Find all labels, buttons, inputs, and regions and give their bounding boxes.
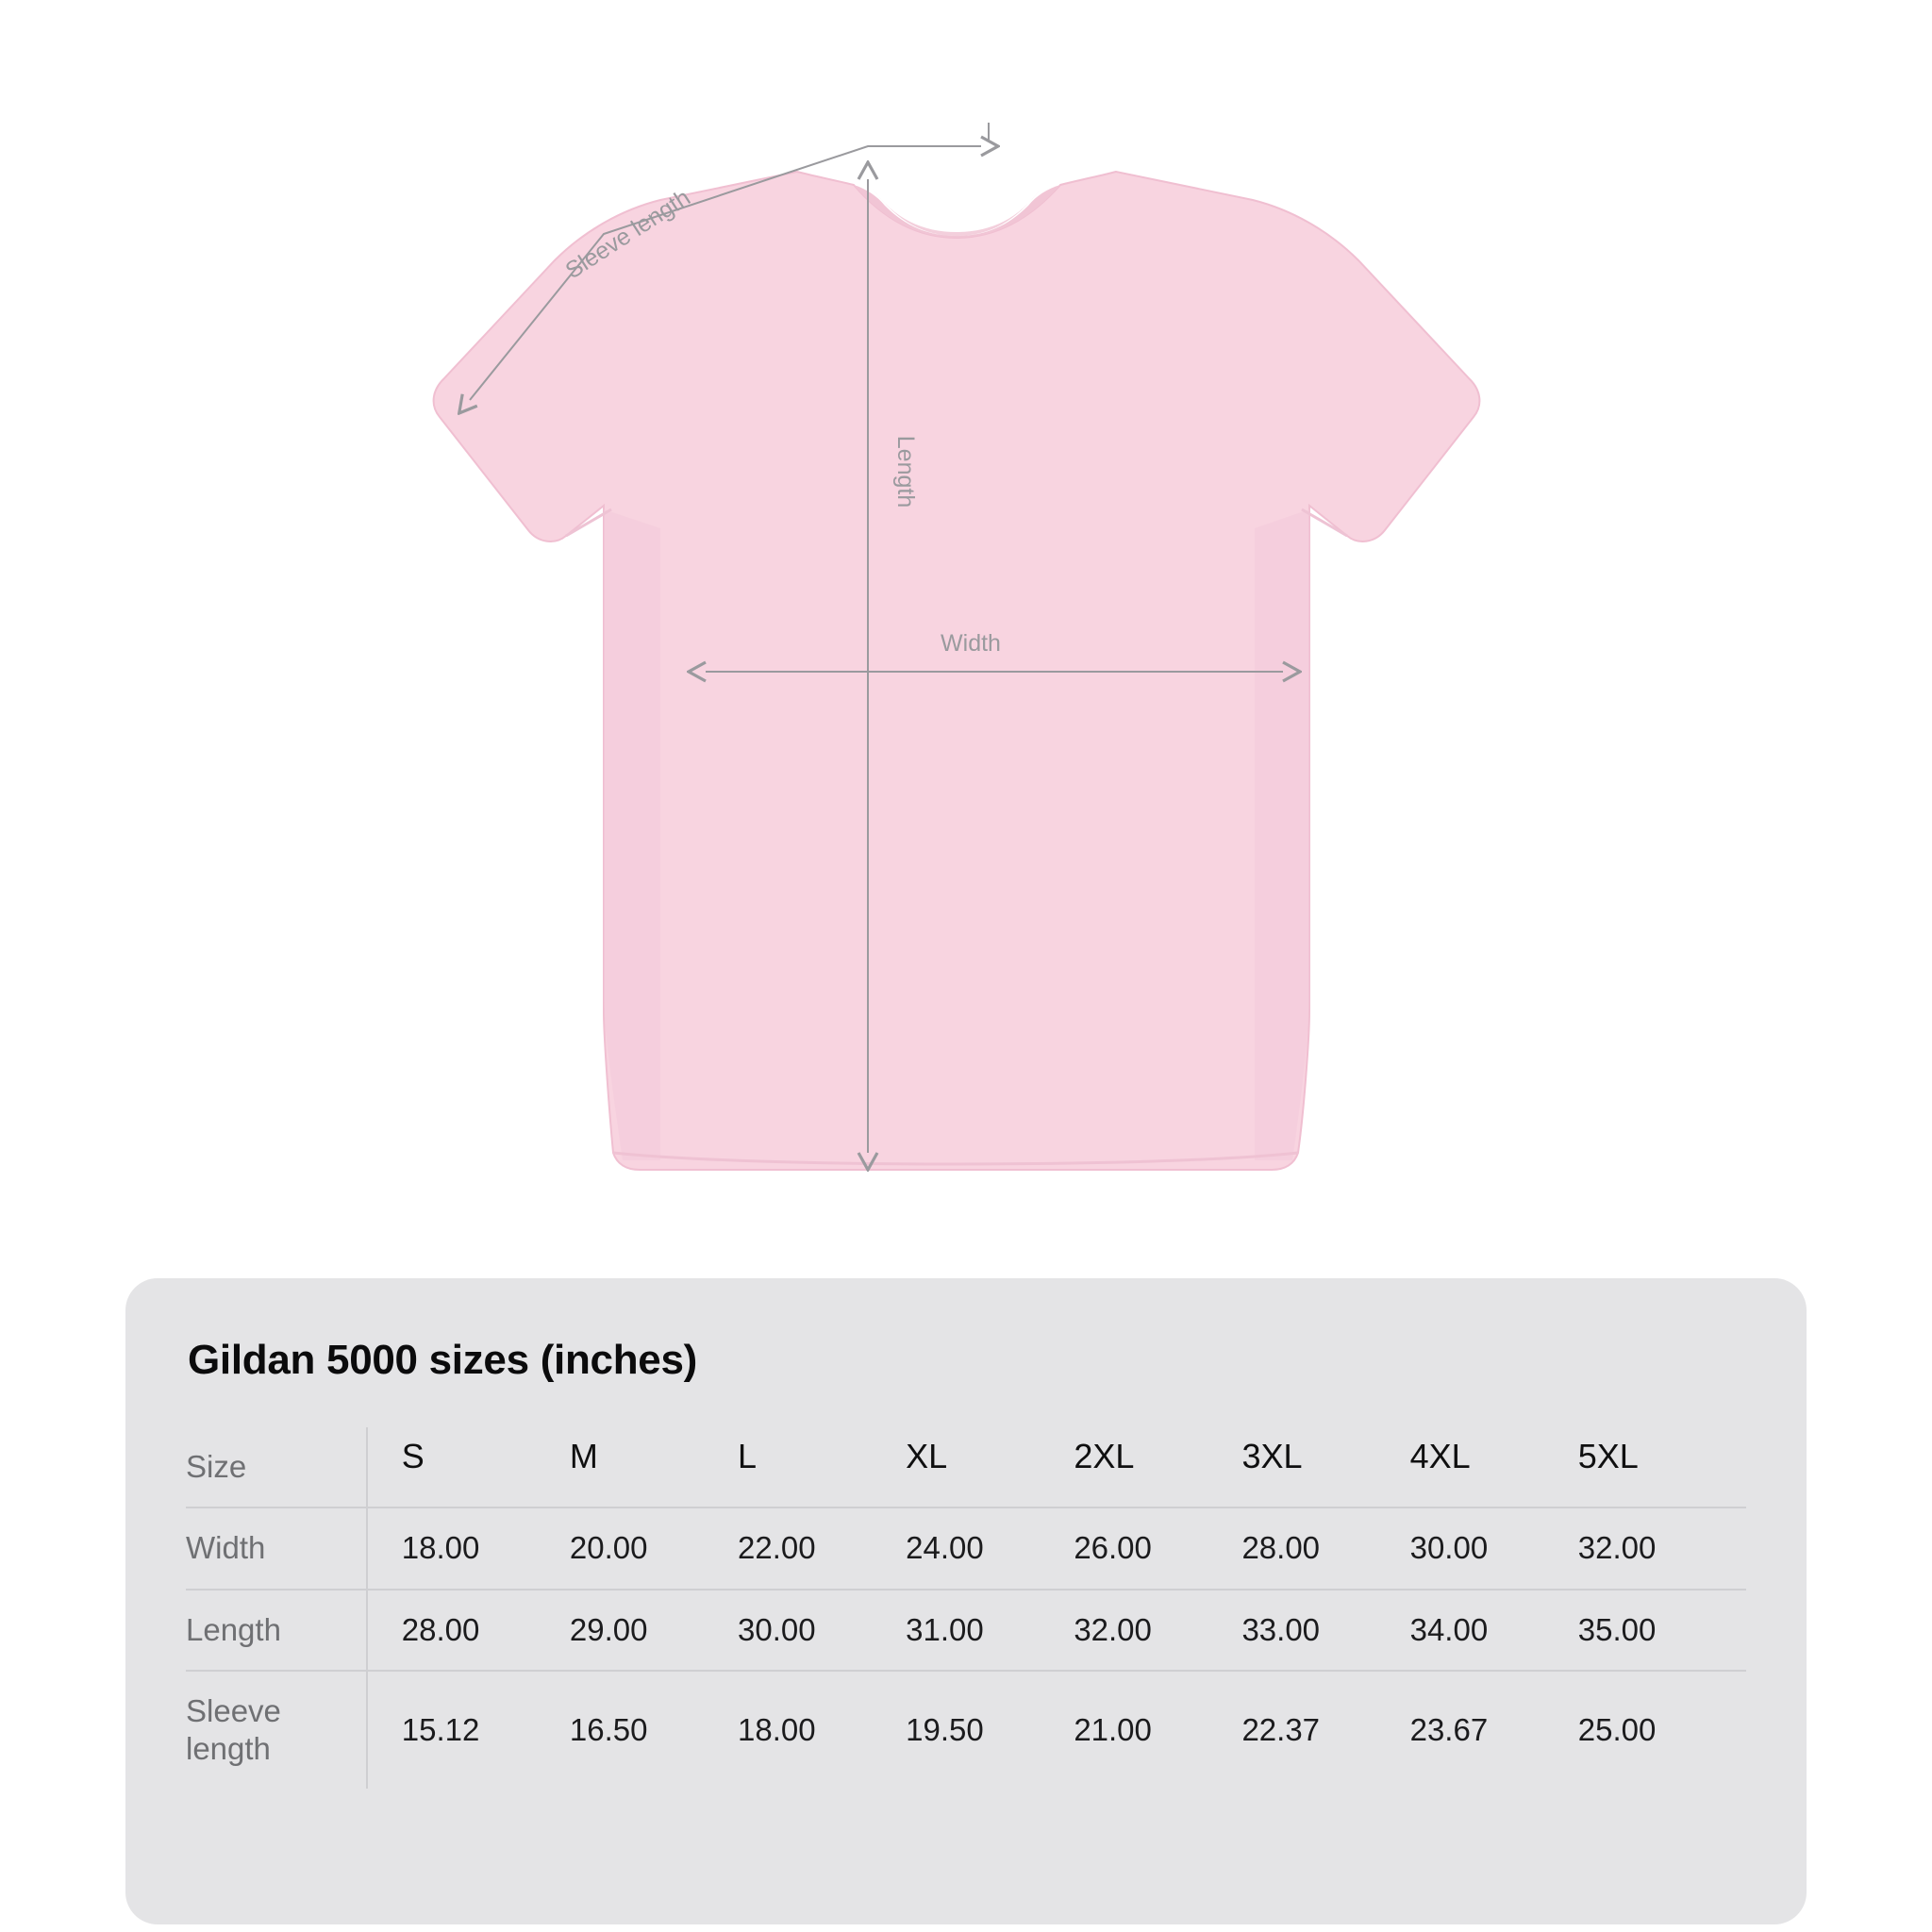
header-size-2xl: 2XL (1074, 1427, 1241, 1507)
length-l: 30.00 (738, 1590, 906, 1671)
sleeve-l: 18.00 (738, 1712, 816, 1747)
header-size-m: M (570, 1427, 738, 1507)
width-s: 18.00 (367, 1507, 570, 1589)
width-m: 20.00 (570, 1507, 738, 1589)
length-2xl: 32.00 (1074, 1590, 1241, 1671)
sleeve-5xl: 25.00 (1577, 1712, 1657, 1747)
table-header-row (186, 1427, 1746, 1507)
width-l: 22.00 (738, 1507, 906, 1589)
length-4xl: 34.00 (1410, 1590, 1578, 1671)
header-size: Size (186, 1427, 367, 1507)
header-size-4xl: 4XL (1410, 1427, 1578, 1507)
sleeve-4xl: 23.67 (1409, 1712, 1489, 1747)
size-chart-card (125, 1278, 1807, 1924)
length-s: 28.00 (367, 1590, 570, 1671)
width-xl: 24.00 (906, 1507, 1074, 1589)
header-size-l: L (738, 1427, 906, 1507)
row-label-width: Width (186, 1507, 367, 1589)
sleeve-length-label: Sleeve length (560, 184, 695, 285)
length-m: 29.00 (570, 1590, 738, 1671)
length-3xl: 33.00 (1241, 1590, 1409, 1671)
length-5xl: 35.00 (1578, 1590, 1746, 1671)
width-label: Width (941, 630, 1001, 657)
width-4xl: 30.00 (1410, 1507, 1578, 1589)
length-label: Length (892, 435, 919, 508)
header-size-s: S (367, 1427, 570, 1507)
table-row (186, 1507, 1746, 1589)
chart-title: Gildan 5000 sizes (inches) (188, 1337, 697, 1383)
header-size-3xl: 3XL (1241, 1427, 1409, 1507)
table-row (186, 1590, 1746, 1671)
table-row (186, 1671, 1746, 1790)
row-label-sleeve-length: Sleeve length (186, 1671, 367, 1790)
sleeve-3xl: 22.37 (1241, 1712, 1321, 1747)
width-3xl: 28.00 (1241, 1507, 1409, 1589)
width-5xl: 32.00 (1578, 1507, 1746, 1589)
sleeve-s: 15.12 (401, 1712, 480, 1747)
size-table (186, 1427, 1746, 1789)
row-label-length: Length (186, 1590, 367, 1671)
sleeve-xl: 19.50 (906, 1712, 984, 1747)
sleeve-m: 16.50 (569, 1712, 648, 1747)
sleeve-2xl: 21.00 (1074, 1712, 1152, 1747)
width-2xl: 26.00 (1074, 1507, 1241, 1589)
length-xl: 31.00 (906, 1590, 1074, 1671)
header-size-5xl: 5XL (1578, 1427, 1746, 1507)
header-size-xl: XL (906, 1427, 1074, 1507)
